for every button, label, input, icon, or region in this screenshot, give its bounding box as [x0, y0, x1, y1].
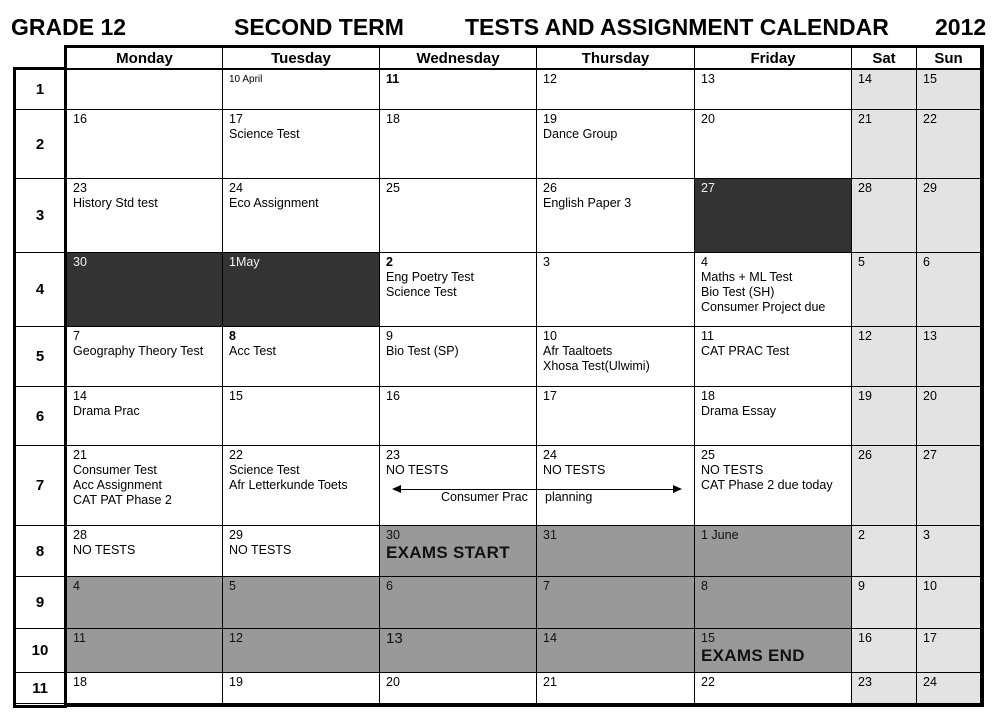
day-cell — [537, 673, 695, 704]
day-number: 24 — [543, 448, 557, 462]
day-cell — [537, 387, 695, 446]
event-entry: Geography Theory Test — [73, 344, 204, 358]
day-cell — [223, 70, 380, 110]
column-header-monday: Monday — [67, 48, 223, 70]
day-number: 15 — [701, 631, 715, 645]
day-number: 10 — [543, 329, 557, 343]
day-number: 13 — [701, 72, 715, 86]
day-cell — [537, 577, 695, 629]
day-cell — [223, 179, 380, 253]
event-entry: Science Test — [229, 127, 300, 141]
week-number: 5 — [16, 327, 64, 387]
event-entry: Bio Test (SH) — [701, 285, 775, 299]
day-number: 16 — [386, 389, 400, 403]
day-number: 10 April — [229, 74, 263, 85]
day-cell — [917, 179, 981, 253]
week-number: 4 — [16, 253, 64, 327]
calendar-title: TESTS AND ASSIGNMENT CALENDAR — [465, 14, 889, 40]
day-cell — [852, 253, 917, 327]
event-entry: Acc Test — [229, 344, 277, 358]
day-cell — [380, 327, 537, 387]
day-cell — [380, 110, 537, 179]
day-number: 3 — [543, 255, 550, 269]
day-cell — [917, 327, 981, 387]
day-cell — [695, 110, 852, 179]
day-cell — [917, 446, 981, 526]
day-cell — [223, 577, 380, 629]
term-label: SECOND TERM — [234, 14, 404, 40]
day-number: 23 — [858, 675, 872, 689]
day-cell — [852, 70, 917, 110]
day-cell — [67, 327, 223, 387]
column-header-sat: Sat — [852, 48, 917, 70]
column-header-sun: Sun — [917, 48, 981, 70]
day-number: 23 — [386, 448, 400, 462]
day-number: 4 — [701, 255, 708, 269]
event-entry: Science Test — [386, 285, 457, 299]
day-number: 29 — [923, 181, 937, 195]
week-number: 10 — [16, 629, 64, 673]
day-cell — [67, 179, 223, 253]
event-entry: Dance Group — [543, 127, 618, 141]
day-number: 22 — [923, 112, 937, 126]
day-number: 5 — [229, 579, 236, 593]
day-number: 29 — [229, 528, 243, 542]
event-entry: Afr Taaltoets — [543, 344, 613, 358]
day-cell — [223, 446, 380, 526]
day-number: 18 — [701, 389, 715, 403]
day-cell — [917, 673, 981, 704]
day-number: 20 — [701, 112, 715, 126]
day-cell — [917, 253, 981, 327]
event-entry: Afr Letterkunde Toets — [229, 478, 348, 492]
day-number: 17 — [229, 112, 243, 126]
day-cell — [852, 629, 917, 673]
exam-marker: EXAMS START — [386, 543, 510, 562]
day-cell — [695, 70, 852, 110]
day-number: 28 — [858, 181, 872, 195]
day-number: 6 — [386, 579, 393, 593]
day-cell — [67, 70, 223, 110]
day-number: 9 — [858, 579, 865, 593]
span-note-left: Consumer Prac — [441, 490, 528, 504]
span-note-right: planning — [545, 490, 593, 504]
event-entry: Bio Test (SP) — [386, 344, 459, 358]
day-cell — [695, 387, 852, 446]
column-header-wednesday: Wednesday — [380, 48, 537, 70]
day-number: 12 — [543, 72, 557, 86]
day-number: 30 — [386, 528, 400, 542]
event-entry: NO TESTS — [229, 543, 292, 557]
day-cell — [917, 70, 981, 110]
day-number: 14 — [858, 72, 872, 86]
day-cell — [223, 526, 380, 577]
day-number: 15 — [229, 389, 243, 403]
event-entry: Science Test — [229, 463, 300, 477]
arrow-right-icon — [673, 485, 682, 493]
day-cell — [380, 526, 537, 577]
event-entry: CAT PRAC Test — [701, 344, 790, 358]
day-cell — [852, 526, 917, 577]
day-cell — [380, 253, 537, 327]
event-entry: Acc Assignment — [73, 478, 162, 492]
day-number: 1 June — [701, 528, 739, 542]
day-cell — [380, 446, 537, 526]
column-header-tuesday: Tuesday — [223, 48, 380, 70]
day-cell — [67, 110, 223, 179]
day-cell — [917, 387, 981, 446]
event-entry: Drama Prac — [73, 404, 140, 418]
day-number: 18 — [386, 112, 400, 126]
day-number: 7 — [543, 579, 550, 593]
day-number: 14 — [73, 389, 87, 403]
event-entry: NO TESTS — [701, 463, 764, 477]
day-number: 18 — [73, 675, 87, 689]
day-cell — [852, 577, 917, 629]
day-cell — [695, 327, 852, 387]
day-number: 19 — [858, 389, 872, 403]
event-entry: Consumer Test — [73, 463, 157, 477]
day-number: 31 — [543, 528, 557, 542]
day-number: 25 — [701, 448, 715, 462]
day-number: 28 — [73, 528, 87, 542]
day-number: 26 — [858, 448, 872, 462]
week-number: 2 — [16, 110, 64, 179]
day-cell — [67, 446, 223, 526]
day-number: 21 — [858, 112, 872, 126]
day-cell — [695, 526, 852, 577]
day-number: 9 — [386, 329, 393, 343]
day-number: 27 — [923, 448, 937, 462]
day-number: 25 — [386, 181, 400, 195]
event-entry: Consumer Project due — [701, 300, 826, 314]
day-number: 24 — [229, 181, 243, 195]
day-cell — [695, 253, 852, 327]
arrow-left-icon — [392, 485, 401, 493]
day-cell — [917, 577, 981, 629]
day-cell — [223, 673, 380, 704]
day-cell — [67, 629, 223, 673]
day-cell — [695, 673, 852, 704]
event-entry: Eng Poetry Test — [386, 270, 475, 284]
day-number: 4 — [73, 579, 80, 593]
day-number: 23 — [73, 181, 87, 195]
day-number: 3 — [923, 528, 930, 542]
day-number: 14 — [543, 631, 557, 645]
day-cell — [695, 577, 852, 629]
day-number: 11 — [701, 329, 714, 343]
day-number: 24 — [923, 675, 937, 689]
day-cell — [223, 387, 380, 446]
day-number: 12 — [229, 631, 243, 645]
week-number: 6 — [16, 387, 64, 446]
day-number: 19 — [543, 112, 557, 126]
day-number: 13 — [923, 329, 937, 343]
day-cell — [537, 327, 695, 387]
day-cell — [695, 446, 852, 526]
day-cell — [537, 253, 695, 327]
day-cell — [852, 387, 917, 446]
day-number: 16 — [73, 112, 87, 126]
week-number: 9 — [16, 577, 64, 629]
day-cell — [852, 110, 917, 179]
day-cell — [380, 629, 537, 673]
week-number: 3 — [16, 179, 64, 253]
span-arrow-line — [396, 489, 676, 490]
day-cell — [537, 446, 695, 526]
event-entry: Eco Assignment — [229, 196, 319, 210]
day-cell — [695, 179, 852, 253]
day-cell — [223, 327, 380, 387]
event-entry: Drama Essay — [701, 404, 777, 418]
day-number: 20 — [386, 675, 400, 689]
day-number: 10 — [923, 579, 937, 593]
column-header-thursday: Thursday — [537, 48, 695, 70]
day-cell — [537, 110, 695, 179]
event-entry: NO TESTS — [73, 543, 136, 557]
day-cell — [537, 526, 695, 577]
day-number: 1May — [229, 255, 260, 269]
day-cell — [67, 577, 223, 629]
event-entry: CAT Phase 2 due today — [701, 478, 833, 492]
day-cell — [537, 179, 695, 253]
day-cell — [67, 673, 223, 704]
day-cell — [537, 70, 695, 110]
day-number: 2 — [386, 255, 393, 269]
event-entry: NO TESTS — [386, 463, 449, 477]
day-number: 16 — [858, 631, 872, 645]
week-number: 11 — [16, 673, 64, 704]
week-number: 8 — [16, 526, 64, 577]
day-number: 15 — [923, 72, 937, 86]
day-number: 21 — [543, 675, 557, 689]
day-cell — [852, 327, 917, 387]
day-cell — [917, 526, 981, 577]
day-number: 22 — [229, 448, 243, 462]
day-number: 2 — [858, 528, 865, 542]
day-number: 19 — [229, 675, 243, 689]
day-cell — [852, 179, 917, 253]
day-cell — [917, 110, 981, 179]
day-number: 26 — [543, 181, 557, 195]
day-number: 27 — [701, 181, 715, 195]
exam-marker: EXAMS END — [701, 646, 805, 665]
week-number: 7 — [16, 446, 64, 526]
day-cell — [67, 526, 223, 577]
event-entry: CAT PAT Phase 2 — [73, 493, 172, 507]
day-cell — [67, 253, 223, 327]
event-entry: NO TESTS — [543, 463, 606, 477]
day-number: 22 — [701, 675, 715, 689]
event-entry: English Paper 3 — [543, 196, 632, 210]
day-cell — [380, 70, 537, 110]
day-cell — [917, 629, 981, 673]
column-header-friday: Friday — [695, 48, 852, 70]
day-number: 13 — [386, 630, 403, 647]
day-cell — [223, 629, 380, 673]
day-number: 17 — [543, 389, 557, 403]
grade-label: GRADE 12 — [11, 14, 127, 40]
week-number: 1 — [16, 70, 64, 110]
day-number: 11 — [73, 631, 86, 645]
day-number: 8 — [229, 329, 236, 343]
day-number: 30 — [73, 255, 87, 269]
day-cell — [67, 387, 223, 446]
day-cell — [223, 253, 380, 327]
day-number: 8 — [701, 579, 708, 593]
day-cell — [852, 673, 917, 704]
event-entry: Maths + ML Test — [701, 270, 793, 284]
day-number: 21 — [73, 448, 87, 462]
day-number: 17 — [923, 631, 937, 645]
day-number: 12 — [858, 329, 872, 343]
day-number: 11 — [386, 72, 400, 86]
event-entry: Xhosa Test(Ulwimi) — [543, 359, 650, 373]
day-number: 6 — [923, 255, 930, 269]
day-cell — [380, 179, 537, 253]
day-cell — [380, 577, 537, 629]
day-cell — [380, 673, 537, 704]
day-number: 7 — [73, 329, 80, 343]
day-number: 20 — [923, 389, 937, 403]
day-cell — [695, 629, 852, 673]
day-cell — [852, 446, 917, 526]
day-cell — [537, 629, 695, 673]
day-cell — [223, 110, 380, 179]
day-number: 5 — [858, 255, 865, 269]
day-cell — [380, 387, 537, 446]
year-label: 2012 — [935, 14, 987, 40]
event-entry: History Std test — [73, 196, 158, 210]
